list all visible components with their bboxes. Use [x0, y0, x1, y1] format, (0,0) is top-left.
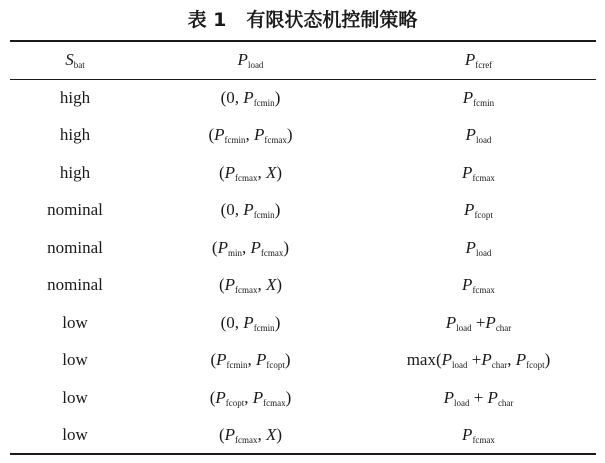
range-sep: , — [234, 312, 244, 332]
ref-op: + — [467, 350, 482, 370]
range-a: P — [224, 162, 235, 182]
header-s-bat — [10, 41, 140, 79]
ref-p1-sub: fcmax — [472, 434, 495, 445]
ref-p1: P — [462, 88, 474, 107]
range-close: ) — [276, 424, 283, 444]
range-a: P — [217, 237, 228, 257]
range-b-sub: fcmax — [264, 135, 287, 146]
state-cell: high — [59, 162, 91, 182]
ref-p1: P — [462, 424, 473, 444]
ref-p2: P — [481, 350, 492, 370]
range-sep: , — [234, 88, 244, 107]
fcref-cell — [361, 79, 596, 117]
fcref-cell — [361, 192, 596, 230]
range-sep: , — [257, 275, 266, 295]
ref-p1: P — [462, 275, 473, 295]
range-open: ( — [208, 125, 215, 145]
table-row — [10, 154, 596, 192]
range-close: ) — [276, 275, 283, 295]
ref-p1-sub: load — [456, 322, 472, 333]
load-range-cell — [140, 342, 361, 380]
ref-p2-sub: char — [497, 397, 514, 408]
ref-p1: P — [462, 162, 473, 182]
range-a-sub: fcmax — [235, 434, 258, 445]
range-open: ( — [218, 424, 225, 444]
table-row — [10, 342, 596, 380]
range-a-sub: fcmax — [235, 285, 258, 296]
range-open: ( — [210, 350, 217, 370]
load-range-cell — [140, 154, 361, 192]
state-cell: nominal — [47, 200, 103, 220]
fcref-cell — [361, 304, 596, 342]
ref-p2: P — [485, 312, 496, 332]
range-b: P — [254, 125, 265, 145]
load-range-cell — [140, 192, 361, 230]
range-b: X — [266, 162, 277, 182]
state-cell: high — [59, 88, 91, 107]
range-open: ( — [218, 162, 225, 182]
table-number: 表 1 — [187, 9, 227, 31]
range-close: ) — [285, 387, 292, 407]
range-open: ( — [220, 200, 227, 220]
ref-p1-sub: fcopt — [474, 210, 493, 221]
fcref-cell — [361, 229, 596, 267]
state-cell: nominal — [47, 237, 103, 257]
range-b-sub: fcmax — [260, 247, 284, 258]
ref-p1-sub: load — [453, 397, 470, 408]
range-a: P — [224, 424, 235, 444]
range-sep: , — [244, 387, 253, 407]
ref-p1: P — [465, 237, 476, 257]
table-row — [10, 267, 596, 305]
ref-p1-sub: load — [475, 247, 492, 258]
table-row — [10, 304, 596, 342]
ref-p1: P — [441, 350, 453, 370]
table-row — [10, 79, 596, 117]
ref-p1-sub: load — [475, 135, 492, 146]
ref-p3: P — [515, 350, 527, 370]
range-a: 0 — [226, 88, 235, 107]
range-a: P — [214, 125, 225, 145]
header-s-bat-sub: bat — [73, 60, 85, 71]
range-sep: , — [247, 350, 256, 370]
range-sep: , — [245, 125, 254, 145]
range-a: P — [224, 275, 235, 295]
state-cell: low — [62, 424, 88, 444]
range-b-sub: fcmin — [253, 322, 275, 333]
state-cell: high — [59, 125, 91, 145]
range-close: ) — [283, 237, 290, 257]
range-a: P — [215, 387, 226, 407]
range-sep: , — [257, 424, 266, 444]
state-cell: nominal — [47, 275, 103, 295]
range-b: P — [252, 387, 264, 407]
range-b-sub: fcmin — [253, 98, 275, 108]
range-b-sub: fcmin — [253, 210, 275, 221]
range-b: P — [250, 237, 261, 257]
ref-p2: P — [487, 387, 498, 407]
table-row — [10, 379, 596, 417]
range-a-sub: fcmin — [226, 360, 248, 371]
ref-p1-sub: fcmax — [472, 285, 495, 296]
range-b: X — [266, 275, 277, 295]
header-p-fcref-base: P — [464, 50, 476, 70]
ref-pre: max( — [406, 350, 442, 370]
ref-p1: P — [445, 312, 457, 332]
ref-p1-sub: fcmax — [472, 172, 495, 183]
load-range-cell — [140, 117, 361, 155]
range-open: ( — [218, 275, 225, 295]
load-range-cell — [140, 229, 361, 267]
range-a: 0 — [226, 200, 235, 220]
fcref-cell — [361, 342, 596, 380]
ref-op: + — [469, 387, 488, 407]
header-s-bat-base: S — [65, 50, 74, 70]
table-row — [10, 417, 596, 455]
header-p-load — [140, 41, 361, 79]
range-open: ( — [220, 312, 227, 332]
table-caption — [0, 5, 605, 32]
state-machine-table — [10, 40, 596, 455]
range-close: ) — [276, 162, 283, 182]
header-p-load-sub: load — [247, 60, 264, 71]
range-b-sub: fcmax — [263, 397, 286, 408]
table-body — [10, 79, 596, 454]
range-open: ( — [209, 387, 216, 407]
ref-p1: P — [464, 200, 475, 220]
ref-p1: P — [443, 387, 454, 407]
range-close: ) — [284, 350, 291, 370]
ref-p1: P — [465, 125, 476, 145]
range-sep: , — [257, 162, 266, 182]
table-title: 有限状态机控制策略 — [246, 9, 418, 31]
header-p-fcref-sub: fcref — [475, 60, 493, 71]
load-range-cell — [140, 379, 361, 417]
range-open: ( — [220, 88, 227, 107]
ref-p1-sub: load — [452, 360, 468, 371]
range-a-sub: fcmax — [235, 172, 258, 183]
range-b: P — [243, 200, 254, 220]
table-row — [10, 117, 596, 155]
range-close: ) — [274, 88, 281, 107]
header-row — [10, 41, 596, 79]
fcref-cell — [361, 154, 596, 192]
fcref-cell — [361, 267, 596, 305]
range-b: X — [266, 424, 277, 444]
range-sep: , — [242, 237, 251, 257]
ref-sep: , — [507, 350, 516, 370]
ref-op: + — [471, 312, 486, 332]
range-close: ) — [274, 312, 281, 332]
range-b: P — [243, 312, 254, 332]
range-open: ( — [211, 237, 218, 257]
range-a: 0 — [226, 312, 235, 332]
fcref-cell — [361, 417, 596, 455]
range-a: P — [216, 350, 227, 370]
range-close: ) — [274, 200, 281, 220]
header-p-load-base: P — [237, 50, 248, 70]
range-a-sub: min — [227, 247, 242, 258]
header-p-fcref — [361, 41, 596, 79]
fcref-cell — [361, 117, 596, 155]
load-range-cell — [140, 267, 361, 305]
load-range-cell — [140, 79, 361, 117]
state-cell: low — [62, 387, 88, 407]
range-b-sub: fcopt — [266, 360, 285, 371]
range-b: P — [256, 350, 267, 370]
ref-p2-sub: char — [495, 322, 512, 333]
table-row — [10, 192, 596, 230]
range-a-sub: fcopt — [225, 397, 245, 408]
state-cell: low — [62, 350, 88, 370]
fcref-cell — [361, 379, 596, 417]
load-range-cell — [140, 417, 361, 455]
load-range-cell — [140, 304, 361, 342]
range-a-sub: fcmin — [224, 135, 246, 146]
table-row — [10, 229, 596, 267]
ref-p1-sub: fcmin — [473, 98, 495, 108]
range-sep: , — [234, 200, 244, 220]
range-close: ) — [286, 125, 293, 145]
range-b: P — [243, 88, 254, 107]
ref-p2-sub: char — [491, 360, 508, 371]
state-cell: low — [62, 312, 88, 332]
ref-post: ) — [544, 350, 551, 370]
ref-p3-sub: fcopt — [526, 360, 545, 371]
